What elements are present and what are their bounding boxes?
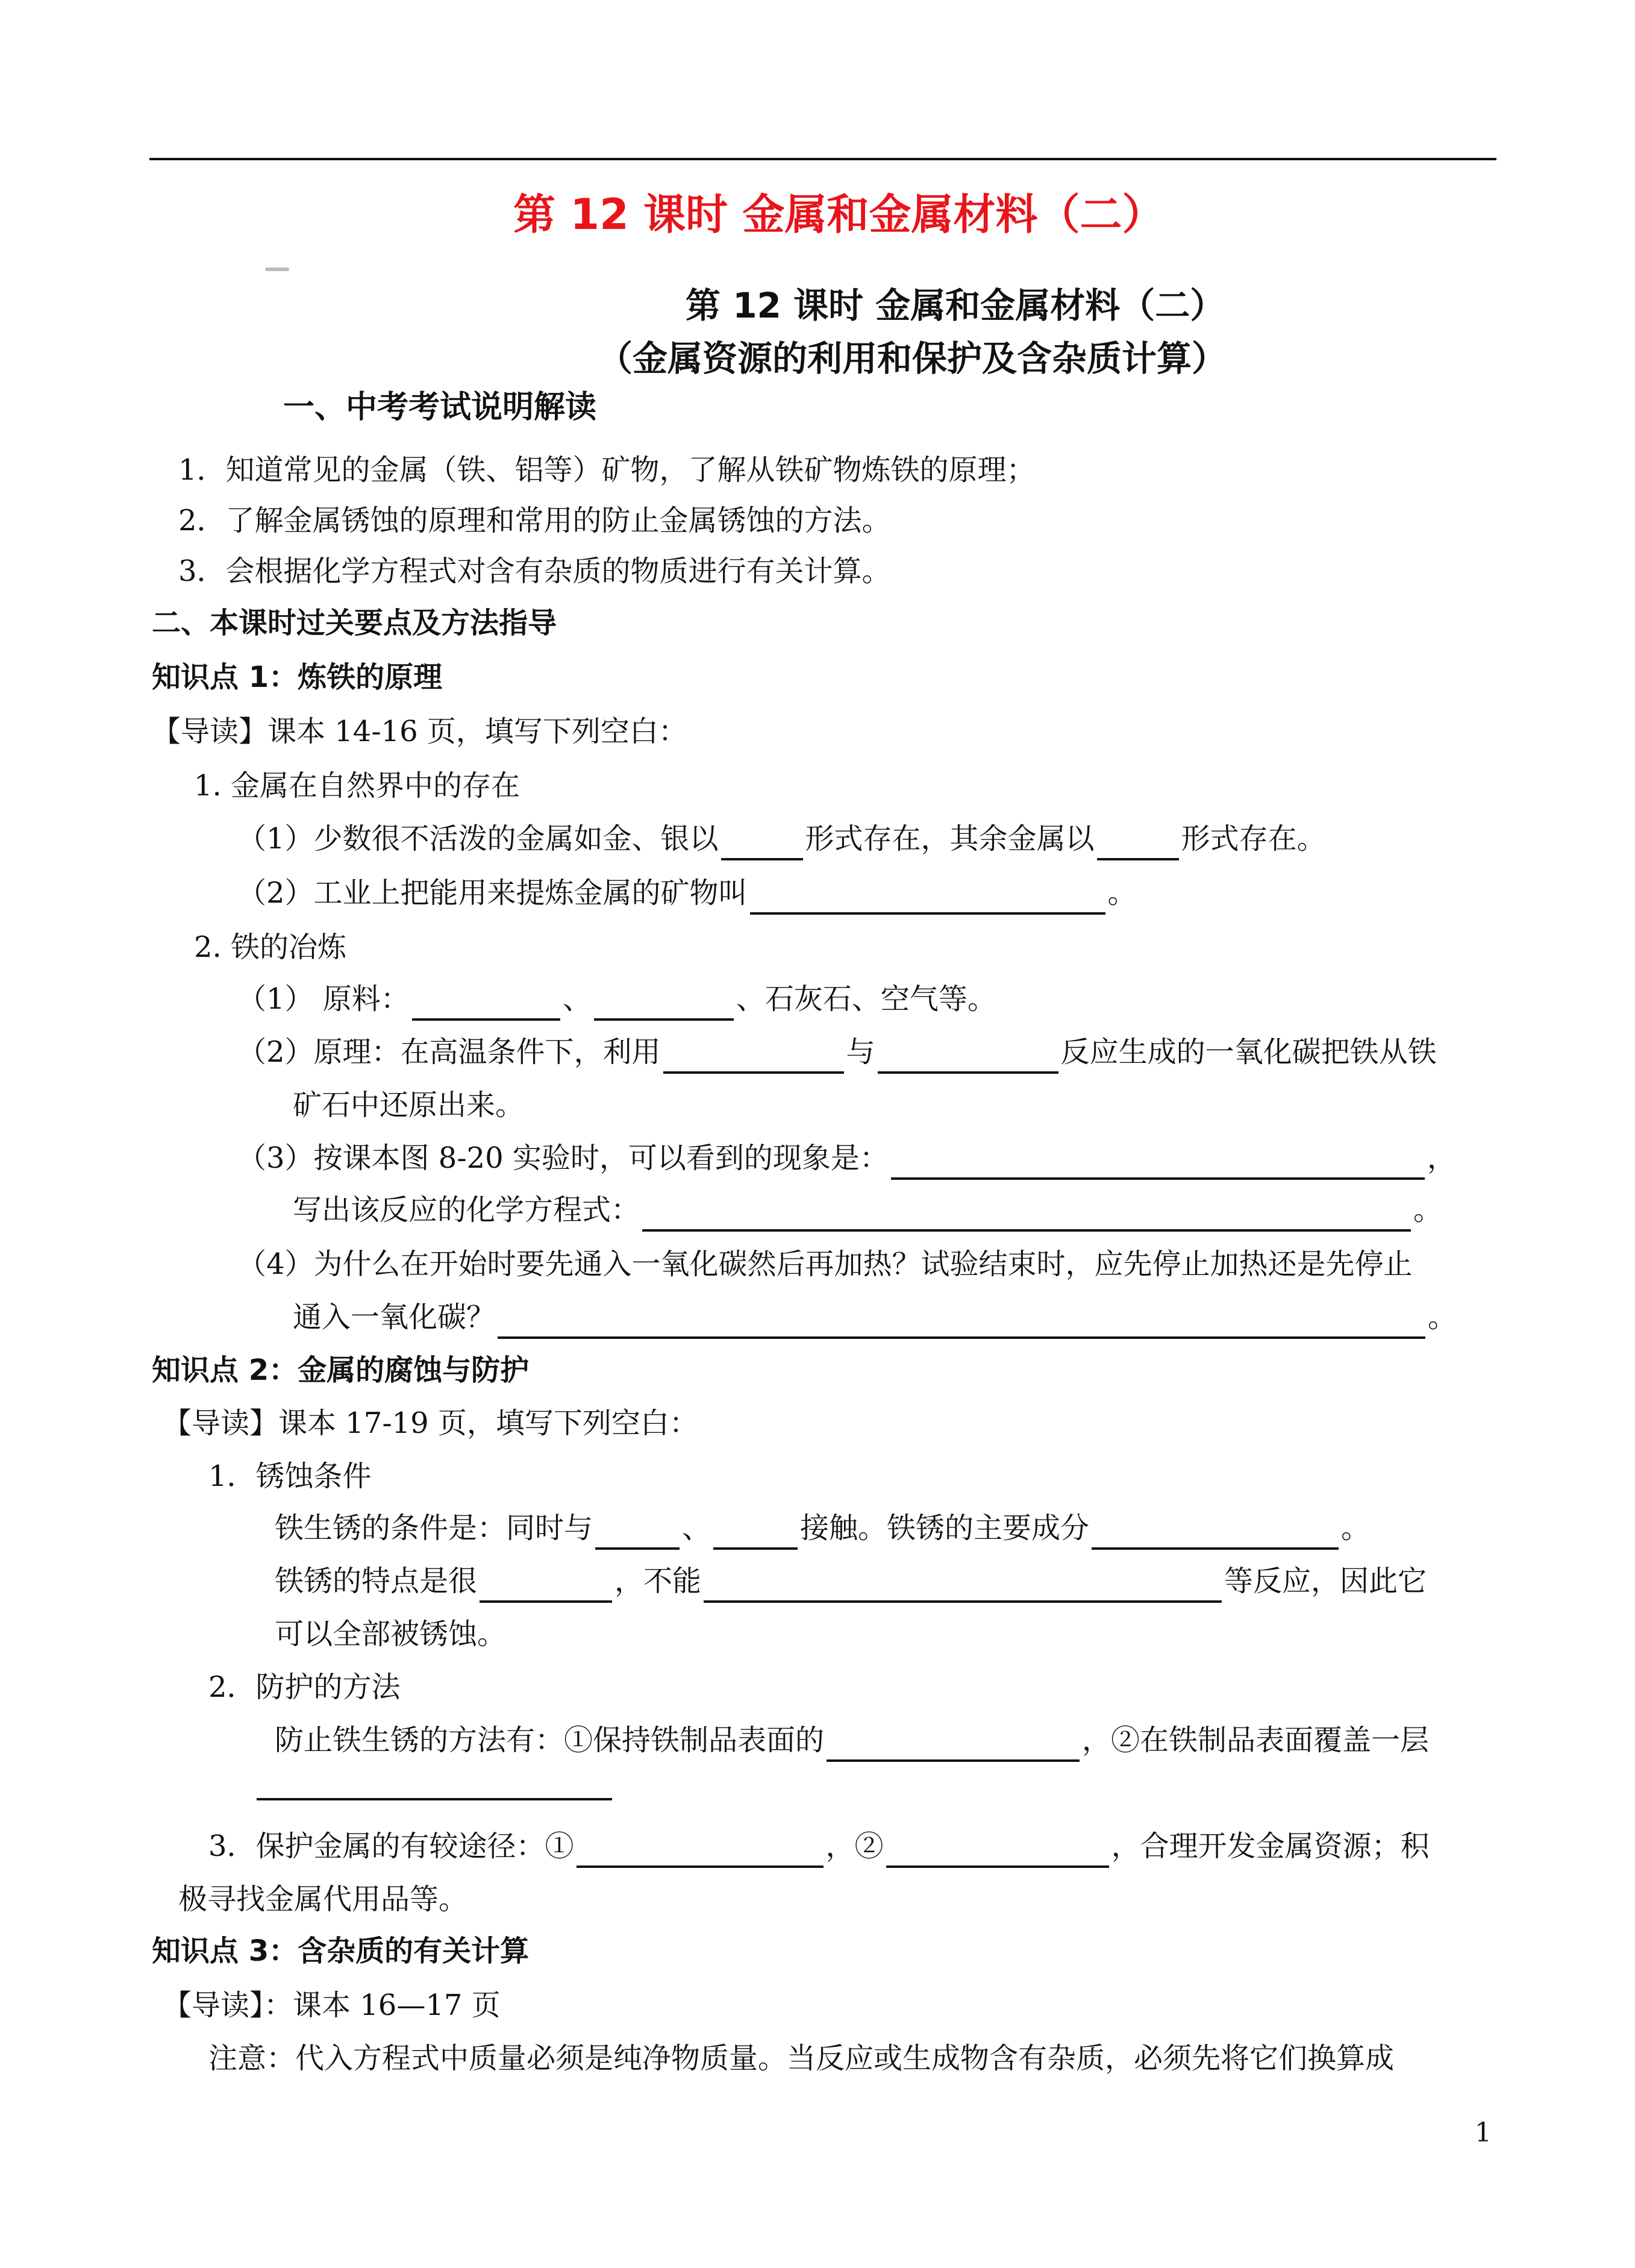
answer-blank[interactable] (704, 1567, 1222, 1603)
s2-text-c: 等反应，因此它 (1224, 1564, 1427, 1598)
kp1-item1: 1. 金属在自然界中的存在 (194, 769, 521, 803)
r2-text-a: （2）原理：在高温条件下，利用 (237, 1035, 661, 1069)
s1-text-c: 接触。铁锈的主要成分 (800, 1511, 1090, 1545)
image-title-line-2: （金属资源的利用和保护及含杂质计算） (598, 338, 1227, 379)
kp2-item3-cont: 极寻找金属代用品等。 (178, 1882, 468, 1916)
kp1-question-2 (237, 871, 1137, 915)
kp2-item2: 2．防护的方法 (208, 1670, 401, 1704)
r3-text-c: 写出该反应的化学方程式： (293, 1193, 640, 1227)
answer-blank[interactable] (721, 824, 803, 860)
goal-1: 1．知道常见的金属（铁、铝等）矿物，了解从铁矿物炼铁的原理； (178, 453, 1036, 487)
q1-text-a: （1）少数很不活泼的金属如金、银以 (237, 822, 719, 856)
page-title: 第 12 课时 金属和金属材料（二） (513, 190, 1165, 239)
kp1-question-1 (237, 817, 1326, 860)
header-rule (149, 158, 1496, 160)
kp2-item3 (208, 1825, 1430, 1868)
s1-text-a: 铁生锈的条件是：同时与 (275, 1511, 593, 1545)
item3-text-b: ，② (825, 1829, 884, 1863)
r2-text-b: 与 (846, 1035, 875, 1069)
s1-text-b: 、 (682, 1511, 711, 1545)
kp2-rust-features (275, 1559, 1427, 1603)
kp2-protection (275, 1718, 1429, 1762)
kp1-item2: 2. 铁的冶炼 (194, 930, 347, 964)
goal-2: 2．了解金属锈蚀的原理和常用的防止金属锈蚀的方法。 (178, 504, 891, 537)
answer-blank[interactable] (1097, 824, 1179, 860)
r4-text-c: 。 (1428, 1300, 1457, 1334)
q2-text-a: （2）工业上把能用来提炼金属的矿物叫 (237, 876, 748, 910)
kp2-rust-conditions (275, 1506, 1370, 1550)
s2-text-b: ，不能 (614, 1564, 702, 1598)
kp1-principle-cont: 矿石中还原出来。 (293, 1088, 525, 1122)
answer-blank[interactable] (750, 879, 1105, 915)
answer-blank[interactable] (480, 1567, 612, 1603)
answer-blank[interactable] (577, 1832, 824, 1868)
answer-blank[interactable] (886, 1832, 1109, 1868)
kp1-equation (293, 1188, 1442, 1232)
answer-blank[interactable] (878, 1038, 1058, 1074)
s1-text-d: 。 (1341, 1511, 1371, 1545)
answer-blank[interactable] (594, 985, 734, 1021)
answer-blank[interactable] (713, 1514, 798, 1550)
r1-text-c: 、石灰石、空气等。 (736, 982, 996, 1016)
q2-text-b: 。 (1107, 876, 1137, 910)
kp3-guide: 【导读】：课本 16—17 页 (163, 1988, 501, 2022)
kp1-raw-materials (237, 977, 996, 1021)
item3-text-a: 3．保护金属的有较途径：① (208, 1829, 574, 1863)
r2-text-c: 反应生成的一氧化碳把铁从铁 (1060, 1035, 1437, 1069)
p1-text-a: 防止铁生锈的方法有：①保持铁制品表面的 (275, 1723, 825, 1757)
q1-text-c: 形式存在。 (1181, 822, 1326, 856)
q1-text-b: 形式存在，其余金属以 (805, 822, 1095, 856)
r3-text-b: ， (1427, 1141, 1456, 1175)
section2-heading: 二、本课时过关要点及方法指导 (152, 606, 557, 640)
r1-text-a: （1） 原料： (237, 982, 410, 1016)
r1-text-b: 、 (562, 982, 592, 1016)
page-number: 1 (1475, 2117, 1492, 2148)
answer-blank[interactable] (1092, 1514, 1339, 1550)
kp3-heading: 知识点 3：含杂质的有关计算 (152, 1934, 530, 1968)
kp1-guide: 【导读】课本 14-16 页，填写下列空白： (152, 715, 687, 748)
goal-3: 3．会根据化学方程式对含有杂质的物质进行有关计算。 (178, 554, 891, 588)
kp1-principle (237, 1030, 1437, 1074)
answer-blank[interactable] (595, 1514, 680, 1550)
answer-blank[interactable] (663, 1038, 844, 1074)
s2-text-a: 铁锈的特点是很 (275, 1564, 478, 1598)
answer-blank[interactable] (891, 1144, 1425, 1180)
r3-text-a: （3）按课本图 8-20 实验时，可以看到的现象是： (237, 1141, 889, 1175)
r3-text-d: 。 (1413, 1193, 1443, 1227)
answer-blank[interactable] (412, 985, 560, 1021)
kp1-question-4: （4）为什么在开始时要先通入一氧化碳然后再加热？试验结束时，应先停止加热还是先停止 (237, 1247, 1413, 1281)
answer-blank[interactable] (827, 1726, 1080, 1762)
p1-text-b: ，②在铁制品表面覆盖一层 (1082, 1723, 1430, 1757)
answer-blank[interactable] (257, 1798, 612, 1800)
kp2-heading: 知识点 2：金属的腐蚀与防护 (152, 1353, 530, 1387)
scan-mark (265, 268, 289, 271)
kp1-phenomenon (237, 1136, 1456, 1180)
kp2-item1: 1．锈蚀条件 (208, 1459, 372, 1493)
kp2-rust-features-cont: 可以全部被锈蚀。 (275, 1617, 507, 1651)
kp1-heading: 知识点 1：炼铁的原理 (152, 660, 443, 694)
kp1-question-4-cont (293, 1295, 1457, 1339)
answer-blank[interactable] (642, 1195, 1411, 1232)
kp3-note: 注意：代入方程式中质量必须是纯净物质量。当反应或生成物含有杂质，必须先将它们换算成 (208, 2041, 1395, 2075)
answer-blank[interactable] (498, 1303, 1425, 1339)
kp2-guide: 【导读】课本 17-19 页，填写下列空白： (163, 1406, 698, 1440)
r4-text-b: 通入一氧化碳？ (293, 1300, 496, 1334)
item3-text-c: ，合理开发金属资源；积 (1111, 1829, 1430, 1863)
image-title-line-1: 第 12 课时 金属和金属材料（二） (686, 285, 1225, 326)
section1-heading: 一、中考考试说明解读 (283, 389, 597, 425)
